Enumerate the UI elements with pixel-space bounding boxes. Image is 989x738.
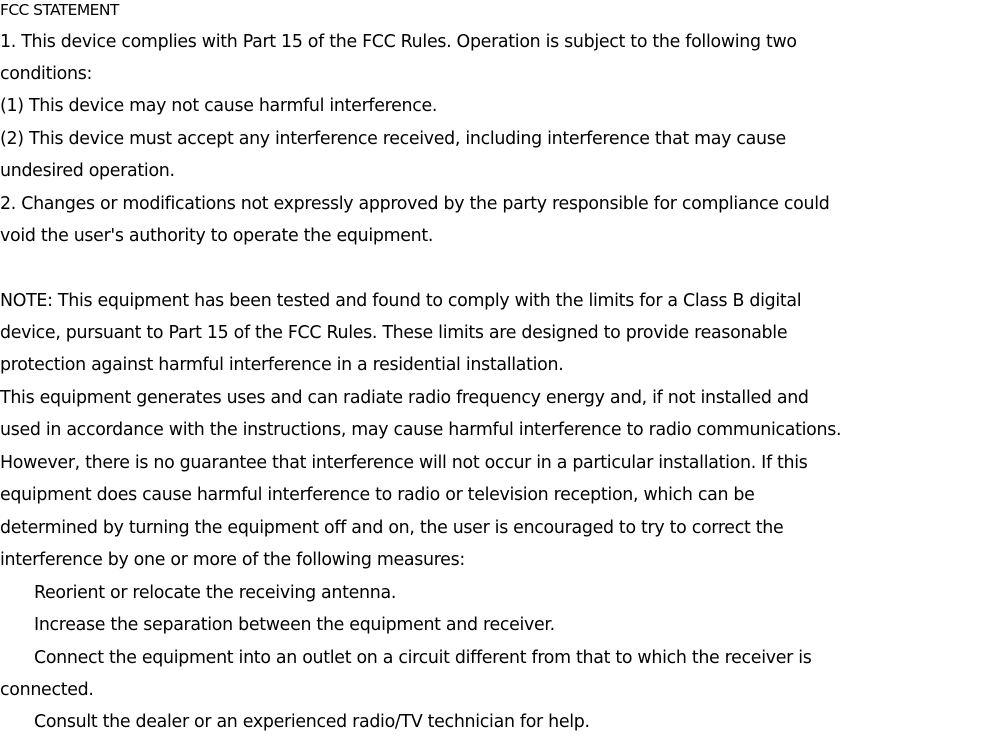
paragraph-line: undesired operation. — [0, 161, 175, 181]
paragraph-line: device, pursuant to Part 15 of the FCC Rules. These limits are designed to provide reasonable — [0, 323, 788, 343]
paragraph-line: However, there is no guarantee that interference will not occur in a particular installation. If this — [0, 453, 808, 473]
document-title: FCC STATEMENT — [0, 1, 119, 19]
measure-item: Reorient or relocate the receiving antenna. — [34, 583, 397, 603]
paragraph-line: (2) This device must accept any interference received, including interference that may cause — [0, 129, 786, 149]
paragraph-line: 2. Changes or modifications not expressly approved by the party responsible for compliance could — [0, 194, 830, 214]
measure-item: Increase the separation between the equipment and receiver. — [34, 615, 555, 635]
paragraph-line: NOTE: This equipment has been tested and found to comply with the limits for a Class B digital — [0, 291, 802, 311]
paragraph-line: protection against harmful interference in a residential installation. — [0, 355, 564, 375]
paragraph-line: 1. This device complies with Part 15 of the FCC Rules. Operation is subject to the following two — [0, 32, 797, 52]
measure-item: Connect the equipment into an outlet on a circuit different from that to which the receiver is — [34, 648, 812, 668]
paragraph-line: This equipment generates uses and can radiate radio frequency energy and, if not installed and — [0, 388, 809, 408]
paragraph-line: interference by one or more of the following measures: — [0, 550, 465, 570]
paragraph-line: equipment does cause harmful interference to radio or television reception, which can be — [0, 485, 755, 505]
paragraph-line: void the user's authority to operate the equipment. — [0, 226, 434, 246]
paragraph-line: conditions: — [0, 64, 93, 84]
paragraph-line: (1) This device may not cause harmful interference. — [0, 96, 438, 116]
paragraph-line: determined by turning the equipment off and on, the user is encouraged to try to correct the — [0, 518, 784, 538]
paragraph-line: used in accordance with the instructions, may cause harmful interference to radio communications. — [0, 420, 842, 440]
paragraph-line: connected. — [0, 680, 94, 700]
measure-item: Consult the dealer or an experienced radio/TV technician for help. — [34, 712, 590, 732]
